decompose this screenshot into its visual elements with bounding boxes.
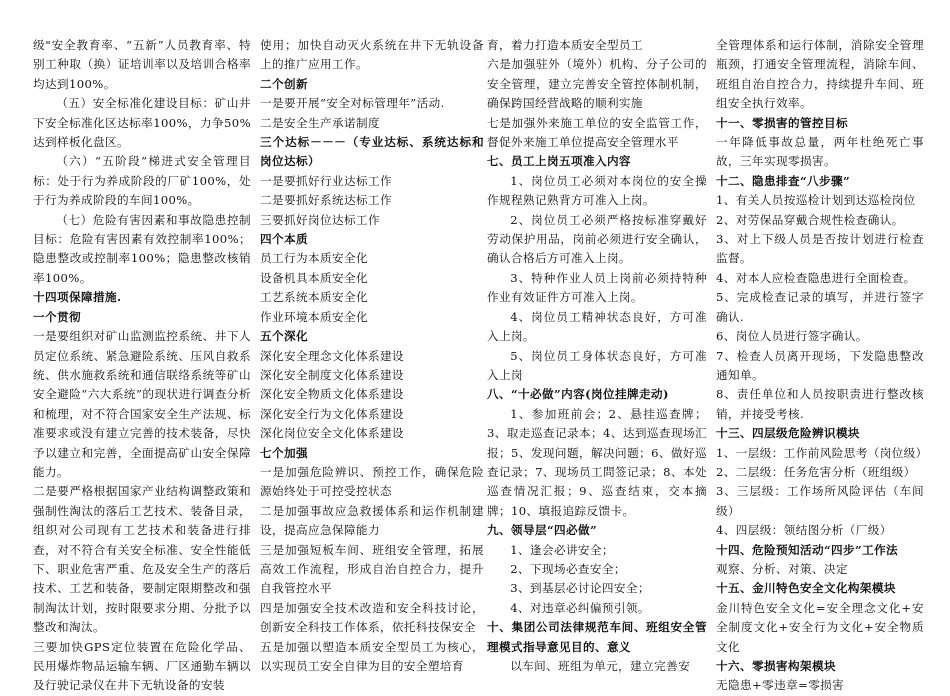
- section-heading: 五个深化: [260, 329, 308, 344]
- paragraph: 深化岗位安全文化体系建设: [260, 426, 404, 441]
- paragraph: 2、下现场必查安全；: [510, 561, 626, 576]
- paragraph: 作业环境本质安全化: [260, 309, 368, 324]
- section-heading: 十三、四层级危险辨识模块: [716, 426, 860, 441]
- paragraph: （六）“五阶段”梯进式安全管理目标：处于行为养成阶段的厂矿100%，处于行为养成阶段的车间100%。: [33, 154, 251, 208]
- paragraph: 4、对本人应检查隐患进行全面检查。: [716, 270, 916, 285]
- paragraph: （七）危险有害因素和事故隐患控制目标：危险有害因素有效控制率100%；隐患整改或控制率100%；隐患整改核销率100%。: [33, 212, 251, 285]
- paragraph: 深化安全物质文化体系建设: [260, 387, 404, 402]
- paragraph: 一年降低事故总量，两年杜绝死亡事故，三年实现零损害。: [716, 135, 924, 169]
- paragraph: 三要加快GPS定位装置在危险化学品、民用爆炸物品运输车辆、厂区通勤车辆以及行驶记录仪在井下无轨设备的安装: [33, 639, 251, 693]
- paragraph: 3、对上下级人员是否按计划进行检查监督。: [716, 232, 924, 266]
- paragraph: 二是要抓好系统达标工作: [260, 193, 392, 208]
- paragraph: 3、到基层必讨论四安全；: [510, 581, 650, 596]
- paragraph: 1、参加班前会；2、悬挂巡查牌；3、取走巡查记录本；4、达到巡查现场汇报；5、发现问题，解决问题；6、做好巡查记录；7、现场员工問签记录；8、本处巡查情况汇报；9、巡查结束，交本摘牌；10、填报追踪反馈卡。: [487, 406, 707, 518]
- section-heading: 三个达标－－－（专业达标、系统达标和岗位达标）: [260, 135, 484, 169]
- section-heading: 二个创新: [260, 76, 308, 91]
- paragraph: 六是加强驻外（境外）机构、分子公司的安全管理，建立完善安全管控体制机制，确保跨国经营战略的顺利实施: [487, 57, 707, 111]
- paragraph: 全管理体系和运行体制，消除安全管理瓶颈，打通安全管理流程，消除车间、班组自治自控合力，持续提升车间、班组安全执行效率。: [716, 38, 924, 111]
- paragraph: 工艺系统本质安全化: [260, 290, 368, 305]
- paragraph: 深化安全制度文化体系建设: [260, 367, 404, 382]
- section-heading: 一个贯彻: [33, 309, 81, 324]
- paragraph: 无隐患+零违章=零损害: [716, 678, 845, 693]
- paragraph: 金川特色安全文化=安全理念文化+安全制度文化+安全行为文化+安全物质文化: [716, 600, 924, 654]
- paragraph: 育，着力打造本质安全型员工: [487, 38, 643, 52]
- paragraph: 4、岗位员工精神状态良好，方可准入上岗。: [487, 309, 707, 344]
- section-heading: 十四、危险预知活动“四步”工作法: [716, 542, 899, 557]
- paragraph: 1、有关人员按巡检计划到达巡检岗位: [716, 193, 916, 208]
- paragraph: 三要抓好岗位达标工作: [260, 212, 380, 227]
- section-heading: 七、员工上岗五项准入内容: [487, 154, 631, 169]
- paragraph: 七是加强外来施工单位的安全监管工作，督促外来施工单位提高安全管理水平: [487, 115, 707, 150]
- paragraph: 设备机具本质安全化: [260, 270, 368, 285]
- paragraph: 一是加强危险辨识、预控工作，确保危险源始终处于可控受控状态: [260, 464, 484, 499]
- section-heading: 七个加强: [260, 445, 308, 460]
- paragraph: 五是加强以塑造本质安全型员工为核心，以实现员工安全自律为目的安全塑培育: [260, 639, 484, 673]
- section-heading: 四个本质: [260, 232, 308, 247]
- paragraph: 二是要严格根据国家产业结构调整政策和强制性淘汰的落后工艺技术、装备目录，组织对公司现有工艺技术和装备进行排查，对不符合有关安全标准、安全性能低下、职业危害严重、危及安全生产的落后技术、工艺和装备，要制定限期整改和强制淘汰计划，按时限要求分期、分批予以整改和淘汰。: [33, 484, 251, 635]
- paragraph: 6、岗位人员进行签字确认。: [716, 329, 868, 344]
- paragraph: 深化安全行为文化体系建设: [260, 406, 404, 421]
- paragraph: 级"安全教育率、“五新”人员教育率、特别工种取（换）证培训率以及培训合格率均达到100%。: [33, 38, 251, 91]
- paragraph: 二是安全生产承诺制度: [260, 115, 380, 130]
- paragraph: 员工行为本质安全化: [260, 251, 368, 266]
- section-heading: 十、集团公司法律规范车间、班组安全管理模式指导意见目的、意义: [487, 620, 707, 654]
- paragraph: 一是要开展“安全对标管理年”活动.: [260, 96, 445, 111]
- paragraph: 2、二层级：任务危害分析（班组级）: [716, 464, 916, 479]
- paragraph: 使用；加快自动灭火系统在井下无轨设备上的推广应用工作。: [260, 38, 484, 72]
- section-heading: 十四项保障措施.: [33, 290, 122, 305]
- paragraph: 2、岗位员工必须严格按标准穿戴好劳动保护用品，岗前必须进行安全确认，确认合格后方可准入上岗。: [487, 212, 707, 266]
- paragraph: 5、完成检查记录的填写，并进行签字确认.: [716, 290, 924, 324]
- paragraph: 2、对劳保品穿戴合规性检查确认。: [716, 212, 904, 227]
- paragraph: 观察、分析、对策、决定: [716, 561, 848, 576]
- paragraph: 四是加强安全技术改造和安全科技讨论，创新安全科技工作体系，依托科技保安全: [260, 600, 484, 635]
- paragraph: 以车间、班组为单元，建立完善安: [510, 659, 691, 673]
- paragraph: 1、逢会必讲安全；: [510, 542, 614, 557]
- paragraph: （五）安全标准化建设目标：矿山井下安全标准化区达标率100%，力争50%达到样板化盘区。: [33, 96, 251, 150]
- section-heading: 十五、金川特色安全文化构架模块: [716, 581, 896, 596]
- paragraph: 一是要抓好行业达标工作: [260, 173, 392, 188]
- text-column-1: [33, 36, 251, 693]
- section-heading: 八、“十必做”内容(岗位挂牌走动): [487, 387, 669, 402]
- paragraph: 一是要组织对矿山监测监控系统、井下人员定位系统、紧急避险系统、压风自救系统、供水施救系统和通信联络系统等矿山安全避险“六大系统”的现状进行调查分析和梳理，对不符合国家安全生产法规、标准要求或没有建立完善的技术装备，尽快予以建立和完善，全面提高矿山安全保障能力。: [33, 329, 251, 479]
- paragraph: 3、三层级：工作场所风险评估（车间级）: [716, 484, 924, 518]
- paragraph: 三是加强短板车间、班组安全管理，拓展高效工作流程，形成自治自控合力，提升自我管控水平: [260, 542, 484, 596]
- paragraph: 4、对违章必纠偏预引领。: [510, 600, 650, 615]
- paragraph: 5、岗位员工身体状态良好，方可准入上岗: [487, 348, 707, 382]
- paragraph: 二是加强事故应急救援体系和运作机制建设，提高应急保障能力: [260, 503, 484, 538]
- text-column-3: [487, 36, 707, 673]
- section-heading: 十二、隐患排查“八步骤”: [716, 173, 851, 188]
- section-heading: 十一、零损害的管控目标: [716, 115, 848, 130]
- paragraph: 1、岗位员工必须对本岗位的安全操作规程熟记熟背方可准入上岗。: [487, 173, 707, 208]
- paragraph: 1、一层级：工作前风险思考（岗位级）: [716, 445, 928, 460]
- paragraph: 深化安全理念文化体系建设: [260, 348, 404, 363]
- text-column-2: [260, 36, 484, 673]
- paragraph: 7、检查人员离开现场，下发隐患整改通知单。: [716, 348, 924, 382]
- paragraph: 3、特种作业人员上岗前必须持特种作业有效证件方可准入上岗。: [487, 270, 707, 305]
- section-heading: 十六、零损害构架模块: [716, 659, 836, 673]
- paragraph: 8、责任单位和人员按职责进行整改核销，并接受考核.: [716, 387, 924, 421]
- text-column-4: [716, 36, 928, 693]
- paragraph: 4、四层级：领结图分析（厂级）: [716, 523, 892, 538]
- section-heading: 九、领导层“四必做”: [487, 523, 598, 538]
